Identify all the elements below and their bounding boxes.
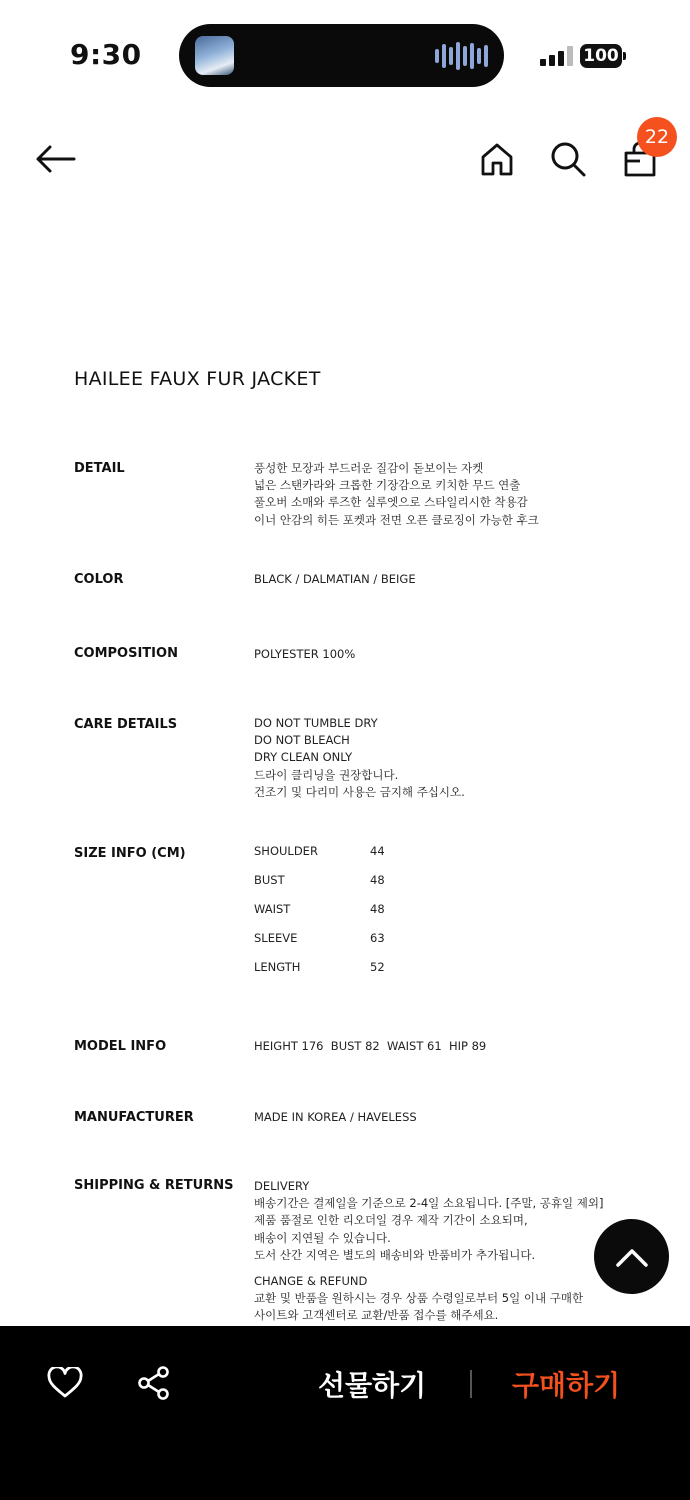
cart-count-badge: 22 [637,117,677,157]
model-value: HEIGHT 176 BUST 82 WAIST 61 HIP 89 [254,1039,487,1053]
search-icon [549,140,587,178]
back-button[interactable] [30,138,80,180]
share-icon [136,1365,172,1401]
size-name: LENGTH [254,960,301,974]
care-line: DO NOT TUMBLE DRY [254,716,378,730]
like-button[interactable] [44,1362,86,1404]
product-title: HAILEE FAUX FUR JACKET [74,368,321,390]
delivery-line: 도서 산간 지역은 별도의 배송비와 반품비가 추가됩니다. [254,1247,536,1262]
top-navigation [0,120,690,200]
delivery-title: DELIVERY [254,1179,310,1193]
buy-button[interactable]: 구매하기 [512,1369,621,1402]
refund-title: CHANGE & REFUND [254,1274,368,1289]
detail-line: 넓은 스탠카라와 크롭한 기장감으로 키치한 무드 연출 [254,478,521,493]
model-label: MODEL INFO [74,1039,167,1054]
size-name: SLEEVE [254,931,298,945]
care-line: DO NOT BLEACH [254,733,350,748]
refund-line: 사이트와 고객센터로 교환/반품 접수를 해주세요. [254,1308,499,1323]
cellular-signal-icon [540,46,573,66]
detail-label: DETAIL [74,461,125,476]
share-button[interactable] [133,1362,175,1404]
battery-tip [623,52,626,60]
shipping-label: SHIPPING & RETURNS [74,1178,234,1193]
size-name: SHOULDER [254,844,318,858]
size-value: 44 [370,844,385,858]
gift-button[interactable]: 선물하기 [318,1369,427,1402]
delivery-line: 제품 품절로 인한 리오더일 경우 제작 기간이 소요되며, [254,1213,528,1228]
home-button[interactable] [474,136,520,182]
heart-icon [47,1367,83,1399]
search-button[interactable] [545,136,591,182]
dynamic-island[interactable] [179,24,504,87]
color-label: COLOR [74,572,124,587]
size-value: 63 [370,931,385,945]
detail-line: 풀오버 소매와 루즈한 실루엣으로 스타일리시한 착용감 [254,495,528,510]
size-name: WAIST [254,902,291,916]
home-icon [479,141,515,177]
action-divider [470,1370,472,1398]
detail-line: 풍성한 모장과 부드러운 질감이 돋보이는 자켓 [254,461,484,475]
detail-value [254,460,539,529]
size-label: SIZE INFO (CM) [74,846,186,861]
arrow-left-icon [34,144,76,174]
audio-wave-icon [435,42,488,70]
care-line: DRY CLEAN ONLY [254,750,353,765]
size-name: BUST [254,873,285,887]
battery-indicator: 100 [580,44,622,68]
refund-line: 교환 및 반품을 원하시는 경우 상품 수령일로부터 5일 이내 구매한 [254,1291,584,1306]
chevron-up-icon [615,1246,649,1268]
manufacturer-value: MADE IN KOREA / HAVELESS [254,1110,417,1124]
care-label: CARE DETAILS [74,717,178,732]
scroll-to-top-button[interactable] [594,1219,669,1294]
care-line: 드라이 클리닝을 권장합니다. [254,767,399,782]
status-time: 9:30 [70,38,142,71]
delivery-line: 배송기간은 결제일을 기준으로 2-4일 소요됩니다. [주말, 공휴일 제외] [254,1196,604,1211]
color-value: BLACK / DALMATIAN / BEIGE [254,572,416,586]
size-value: 52 [370,960,385,974]
size-value: 48 [370,902,385,916]
now-playing-thumbnail [195,36,234,75]
status-bar [0,0,690,110]
bottom-action-bar [0,1326,690,1500]
delivery-line: 배송이 지연될 수 있습니다. [254,1230,391,1245]
composition-value: POLYESTER 100% [254,647,356,661]
composition-label: COMPOSITION [74,646,178,661]
care-value [254,715,465,801]
shipping-value [254,1178,604,1342]
detail-line: 이너 안감의 히든 포켓과 전면 오픈 클로징이 가능한 후크 [254,512,539,527]
care-line: 건조기 및 다리미 사용은 금지해 주십시오. [254,784,465,799]
size-value: 48 [370,873,385,887]
manufacturer-label: MANUFACTURER [74,1110,194,1125]
